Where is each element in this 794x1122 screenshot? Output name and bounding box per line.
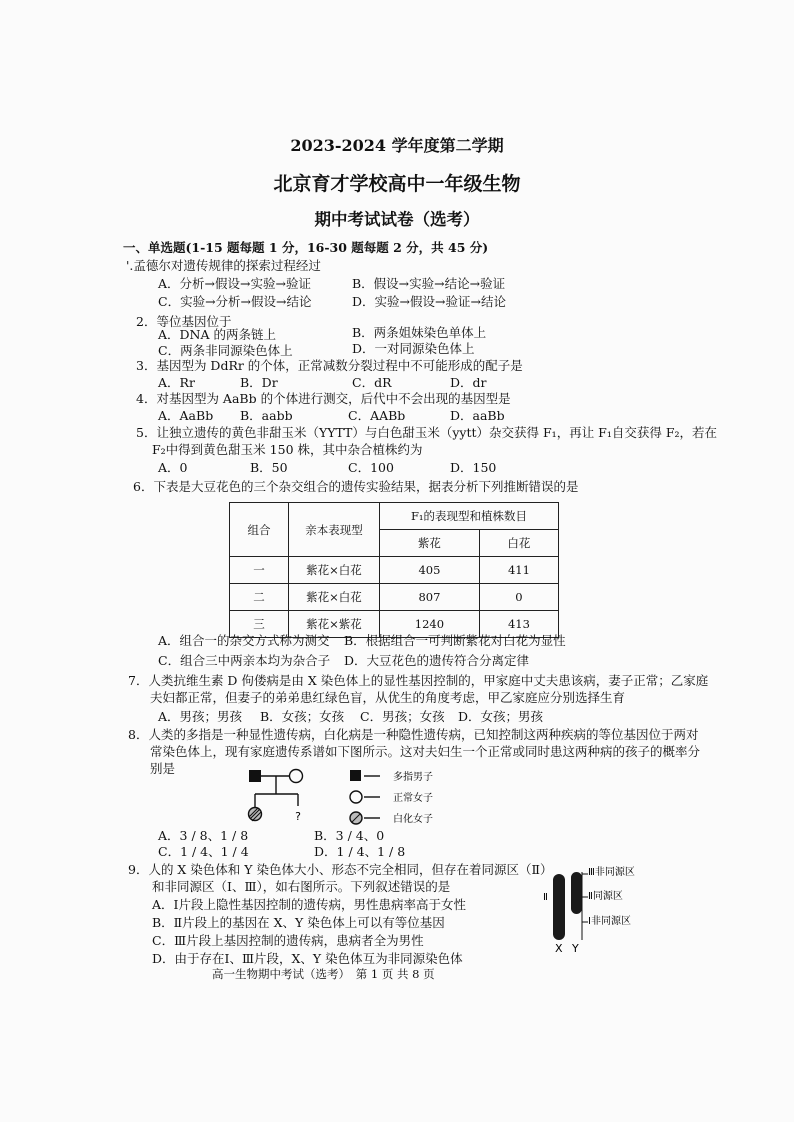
cell-parent: 紫花×白花 <box>289 557 380 584</box>
cell-white: 413 <box>479 611 558 638</box>
q5-option-a: A．0 <box>158 460 188 475</box>
label-homologous-II: Ⅱ同源区 <box>588 891 623 902</box>
question-3-stem: 3．基因型为 DdRr 的个体，正常减数分裂过程中不可能形成的配子是 <box>136 358 523 373</box>
q5-option-b: B．50 <box>250 460 288 475</box>
question-8-stem-cont2: 别是 <box>150 761 176 776</box>
y-chromosome <box>571 872 582 914</box>
q7-option-a: A．男孩；男孩 <box>158 709 243 724</box>
cell-group: 三 <box>230 611 289 638</box>
q7-option-d: D．女孩；男孩 <box>458 709 544 724</box>
q9-option-c: C．Ⅲ片段上基因控制的遗传病，患病者全为男性 <box>152 933 424 948</box>
q6-option-d: D．大豆花色的遗传符合分离定律 <box>344 653 530 668</box>
question-8-stem: 8．人类的多指是一种显性遗传病，白化病是一种隐性遗传病，已知控制这两种疾病的等位基因位于两对 <box>128 727 699 742</box>
cell-parent: 紫花×紫花 <box>289 611 380 638</box>
cell-group: 一 <box>230 557 289 584</box>
question-6-stem: 6．下表是大豆花色的三个杂交组合的遗传实验结果，据表分析下列推断错误的是 <box>133 479 579 494</box>
q8-option-d: D．1 / 4、1 / 8 <box>314 844 406 859</box>
exam-school-title: 北京育才学校高中一年级生物 <box>273 173 521 195</box>
col-header-white: 白花 <box>479 530 558 557</box>
cell-white: 0 <box>479 584 558 611</box>
q9-option-d: D．由于存在Ⅰ、Ⅲ片段，X、Y 染色体互为非同源染色体 <box>152 951 463 966</box>
q6-option-c: C．组合三中两亲本均为杂合子 <box>158 653 331 668</box>
cell-group: 二 <box>230 584 289 611</box>
q8-option-c: C．1 / 4、1 / 4 <box>158 844 249 859</box>
q5-option-c: C．100 <box>348 460 394 475</box>
affected-father-symbol <box>249 770 261 782</box>
cell-white: 411 <box>479 557 558 584</box>
legend-polydactyly-male: 多指男子 <box>393 772 433 783</box>
q5-option-d: D．150 <box>450 460 497 475</box>
unknown-child-mark: ? <box>295 810 301 823</box>
legend-albino-female: 白化女子 <box>393 814 433 825</box>
x-chromosome <box>553 874 565 940</box>
q3-option-b: B．Dr <box>240 375 278 390</box>
q4-option-c: C．AABb <box>348 408 406 423</box>
cell-purple: 405 <box>380 557 480 584</box>
q2-option-d: D．一对同源染色体上 <box>352 341 475 356</box>
xy-chromosome-figure <box>538 862 648 957</box>
question-7-stem: 7．人类抗维生素 D 佝偻病是由 X 染色体上的显性基因控制的，甲家庭中丈夫患该病，妻子正常；乙家庭 <box>128 673 709 688</box>
legend-affected-male-icon <box>350 770 361 781</box>
q2-option-a: A．DNA 的两条链上 <box>158 327 276 342</box>
question-2-stem: 2．等位基因位于 <box>136 314 232 329</box>
cell-parent: 紫花×白花 <box>289 584 380 611</box>
q6-option-b: B．根据组合一可判断紫花对白花为显性 <box>344 633 566 648</box>
q7-option-c: C．男孩；女孩 <box>360 709 445 724</box>
q1-option-d: D．实验→假设→验证→结论 <box>352 294 506 309</box>
q3-option-a: A．Rr <box>158 375 195 390</box>
exam-title: 期中考试试卷（选考） <box>314 210 480 229</box>
section-heading: 一、单选题(1-15 题每题 1 分，16-30 题每题 2 分，共 45 分) <box>123 240 489 255</box>
table-row <box>230 557 559 584</box>
cell-purple: 807 <box>380 584 480 611</box>
cross-results-table <box>229 502 559 638</box>
cell-purple: 1240 <box>380 611 480 638</box>
q7-option-b: B．女孩；女孩 <box>260 709 345 724</box>
col-header-group: 组合 <box>230 503 289 557</box>
q9-option-b: B．Ⅱ片段上的基因在 X、Y 染色体上可以有等位基因 <box>152 915 445 930</box>
q3-option-d: D．dr <box>450 375 487 390</box>
col-header-parent: 亲本表现型 <box>289 503 380 557</box>
q2-option-b: B．两条姐妹染色单体上 <box>352 325 487 340</box>
col-header-purple: 紫花 <box>380 530 480 557</box>
label-x: X <box>555 942 563 955</box>
q4-option-a: A．AaBb <box>158 408 214 423</box>
school-year: 2023-2024 学年度第二学期 <box>290 136 504 155</box>
pedigree-diagram <box>240 766 540 834</box>
label-nonhomologous-III: Ⅲ非同源区 <box>588 867 635 878</box>
question-5-stem-cont: F₂中得到黄色甜玉米 150 株，其中杂合植株约为 <box>152 442 423 457</box>
q2-option-c: C．两条非同源染色体上 <box>158 343 293 358</box>
q9-option-a: A．Ⅰ片段上隐性基因控制的遗传病，男性患病率高于女性 <box>152 897 466 912</box>
normal-mother-symbol <box>290 770 303 783</box>
table-row <box>230 584 559 611</box>
label-nonhomologous-I: Ⅰ非同源区 <box>588 916 631 927</box>
q1-option-b: B．假设→实验→结论→验证 <box>352 276 506 291</box>
q1-option-a: A．分析→假设→实验→验证 <box>158 276 311 291</box>
col-header-f1: F₁的表现型和植株数目 <box>380 503 559 530</box>
q3-option-c: C．dR <box>352 375 392 390</box>
question-8-stem-cont: 常染色体上，现有家庭遗传系谱如下图所示。这对夫妇生一个正常或同时患这两种病的孩子的概率分 <box>150 744 701 759</box>
label-II-left: Ⅱ <box>543 892 548 903</box>
q6-option-a: A．组合一的杂交方式称为测交 <box>158 633 330 648</box>
q8-option-a: A．3 / 8、1 / 8 <box>158 828 249 843</box>
q4-option-d: D．aaBb <box>450 408 505 423</box>
q1-option-c: C．实验→分析→假设→结论 <box>158 294 312 309</box>
question-9-stem: 9．人的 X 染色体和 Y 染色体大小、形态不完全相同，但存在着同源区（Ⅱ） <box>128 862 553 877</box>
q4-option-b: B．aabb <box>240 408 293 423</box>
page-footer: 高一生物期中考试（选考） 第 1 页 共 8 页 <box>212 967 435 981</box>
question-7-stem-cont: 夫妇都正常，但妻子的弟弟患红绿色盲，从优生的角度考虑，甲乙家庭应分别选择生育 <box>150 690 626 705</box>
q8-option-b: B．3 / 4、0 <box>314 828 385 843</box>
question-4-stem: 4．对基因型为 AaBb 的个体进行测交，后代中不会出现的基因型是 <box>136 391 511 406</box>
label-y: Y <box>572 942 579 955</box>
question-5-stem: 5．让独立遗传的黄色非甜玉米（YYTT）与白色甜玉米（yytt）杂交获得 F₁，再让 F₁自交获得 F₂，若在 <box>136 425 718 440</box>
question-1-stem: '.孟德尔对遗传规律的探索过程经过 <box>126 258 321 273</box>
legend-normal-female-icon <box>350 791 362 803</box>
question-9-stem-cont: 和非同源区（Ⅰ、Ⅲ），如右图所示。下列叙述错误的是 <box>152 879 451 894</box>
legend-normal-female: 正常女子 <box>393 793 433 804</box>
